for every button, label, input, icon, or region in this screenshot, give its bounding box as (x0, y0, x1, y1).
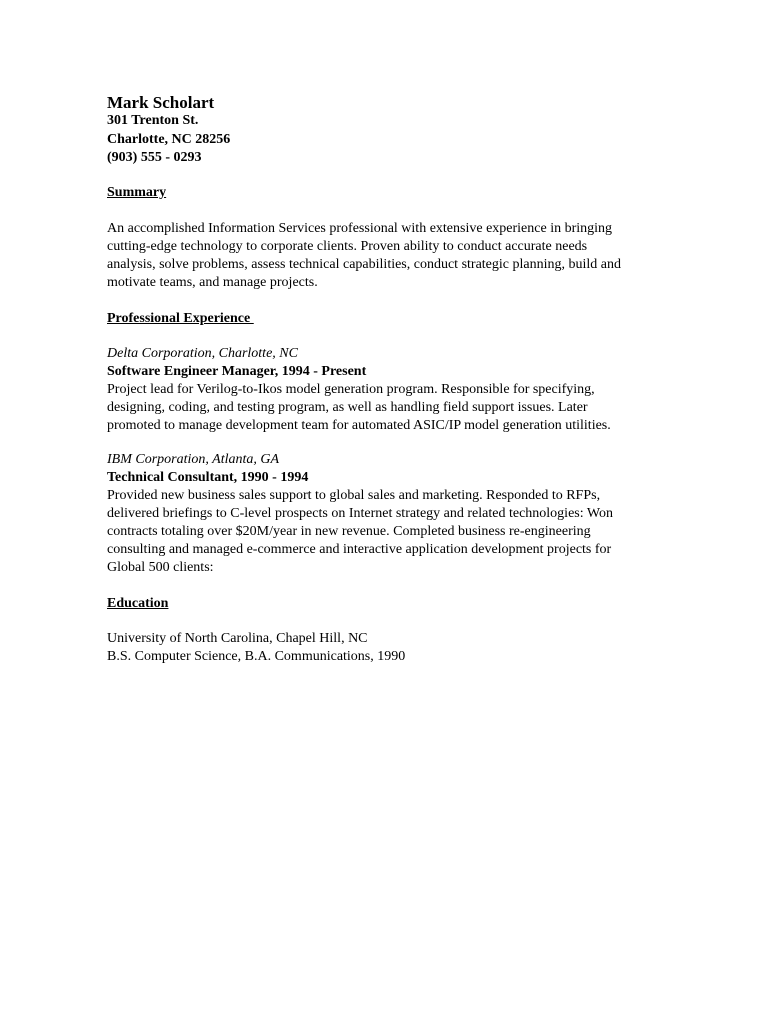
job-description (107, 381, 707, 435)
job-company: IBM Corporation, Atlanta, GA (107, 452, 280, 467)
summary-line: analysis, solve problems, assess technical capabilities, conduct strategic planning, build and (107, 257, 621, 272)
job-description-line: promoted to manage development team for automated ASIC/IP model generation utilities. (107, 418, 611, 433)
summary-heading: Summary (107, 185, 167, 200)
job-entry (107, 345, 707, 435)
job-description-line: Provided new business sales support to global sales and marketing. Responded to RFPs, (107, 488, 601, 503)
job-title: Software Engineer Manager, 1994 - Present (107, 364, 367, 379)
summary-line: cutting-edge technology to corporate clients. Proven ability to conduct accurate needs (107, 239, 588, 254)
candidate-name: Mark Scholart (107, 93, 215, 112)
job-description-line: consulting and managed e-commerce and interactive application development projects for (107, 542, 612, 557)
education-heading: Education (107, 596, 169, 611)
job-description-line: Global 500 clients: (107, 560, 214, 575)
job-description-line: contracts totaling over $20M/year in new revenue. Completed business re-engineering (107, 524, 591, 539)
job-company: Delta Corporation, Charlotte, NC (107, 346, 298, 361)
job-description-line: delivered briefings to C-level prospects on Internet strategy and related technologies: Won (107, 506, 613, 521)
phone-number: (903) 555 - 0293 (107, 150, 202, 165)
summary-line: motivate teams, and manage projects. (107, 275, 318, 290)
education-details (107, 630, 707, 666)
job-title: Technical Consultant, 1990 - 1994 (107, 470, 309, 485)
job-entry (107, 451, 707, 577)
job-description (107, 487, 707, 577)
summary-line: An accomplished Information Services professional with extensive experience in bringing (107, 221, 613, 236)
experience-heading: Professional Experience (107, 311, 254, 326)
education-degree: B.S. Computer Science, B.A. Communications, 1990 (107, 649, 406, 664)
address-line-1: 301 Trenton St. (107, 113, 199, 128)
summary-text (107, 220, 707, 292)
address-line-2: Charlotte, NC 28256 (107, 131, 231, 147)
contact-block (107, 112, 707, 168)
job-description-line: Project lead for Verilog-to-Ikos model generation program. Responsible for specifying, (107, 382, 595, 397)
education-school: University of North Carolina, Chapel Hill, NC (107, 631, 368, 646)
job-description-line: designing, coding, and testing program, as well as handling field support issues. Later (107, 400, 588, 415)
